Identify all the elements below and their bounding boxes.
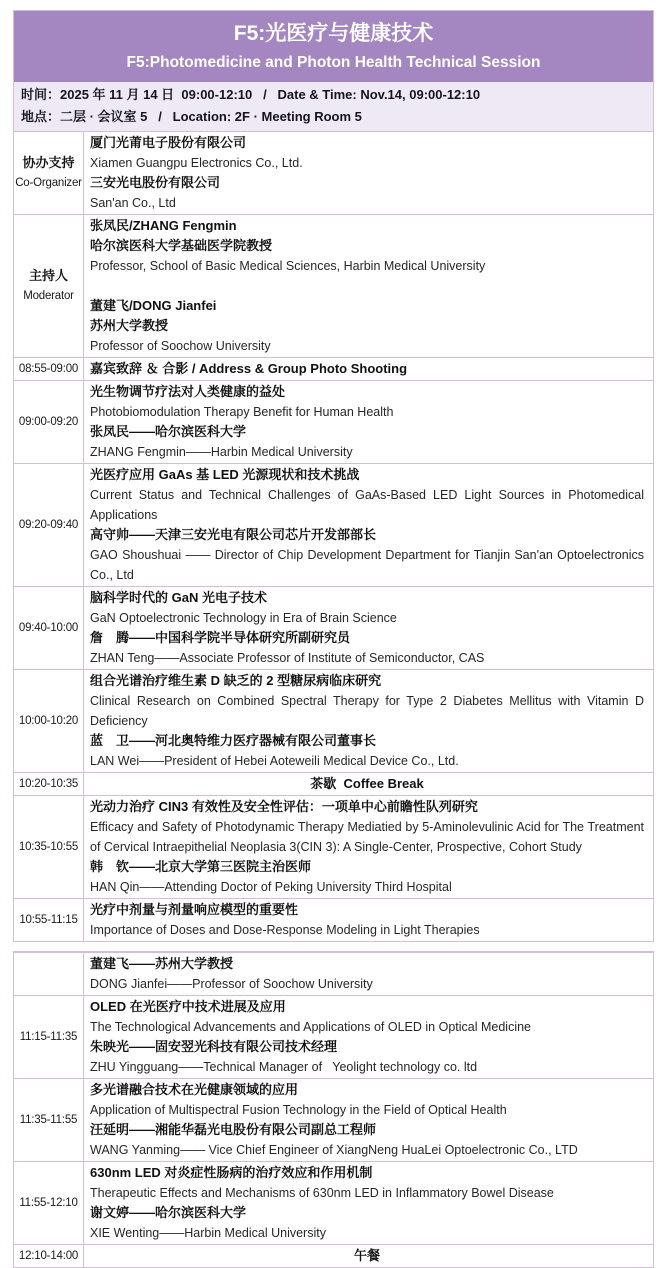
text-line: GaN Optoelectronic Technology in Era of Brain Science [90, 611, 397, 625]
time-cell [14, 953, 84, 995]
text-line-emphasis: 脑科学时代的 GaN 光电子技术 [90, 590, 267, 605]
text-line: San'an Co., Ltd [90, 196, 176, 210]
text-line: DONG Jianfei——Professor of Soochow University [90, 977, 373, 991]
time-label: 09:00-09:20 [18, 416, 79, 428]
session-title-en: F5:Photomedicine and Photon Health Technical Session [126, 54, 541, 71]
text-line: Application of Multispectral Fusion Technology in the Field of Optical Health [90, 1103, 507, 1117]
time-label: 主持人 [28, 268, 68, 283]
time-cell [14, 670, 84, 772]
schedule-row [14, 586, 653, 669]
session-content-cell [84, 953, 653, 995]
time-cell [14, 381, 84, 463]
session-location: 地点：二层 · 会议室 5 / Location: 2F · Meeting Room 5 [21, 109, 362, 124]
schedule-rows-part-2 [14, 952, 653, 1267]
session-datetime: 时间：2025 年 11 月 14 日 09:00-12:10 / Date & Time: Nov.14, 09:00-12:10 [21, 87, 481, 102]
time-cell [14, 587, 84, 669]
text-line-emphasis: 630nm LED 对炎症性肠病的治疗效应和作用机制 [90, 1165, 373, 1180]
text-line: ZHAN Teng——Associate Professor of Institute of Semiconductor, CAS [90, 651, 485, 665]
time-label: 09:20-09:40 [18, 519, 79, 531]
text-line: Professor, School of Basic Medical Sciences, Harbin Medical University [90, 259, 486, 273]
text-line-emphasis: OLED 在光医疗中技术进展及应用 [90, 999, 286, 1014]
text-line: Efficacy and Safety of Photodynamic Therapy Mediatied by 5-Aminolevulinic Acid for The Treatment of Cervical Intraepithelial Neoplasia 3(CIN 3): A Single-Center, Prospective, Cohort Study [90, 820, 644, 854]
schedule-row [14, 214, 653, 357]
session-content-cell [84, 215, 653, 357]
text-line: Therapeutic Effects and Mechanisms of 630nm LED in Inflammatory Bowel Disease [90, 1186, 554, 1200]
text-line: Photobiomodulation Therapy Benefit for Human Health [90, 405, 394, 419]
schedule-row [14, 1078, 653, 1161]
text-line: Professor of Soochow University [90, 339, 271, 353]
text-line-emphasis: 三安光电股份有限公司 [90, 175, 221, 190]
session-content-cell [84, 1245, 653, 1267]
session-table-part-1 [13, 10, 654, 942]
schedule-row [14, 952, 653, 995]
time-label: Moderator [23, 290, 74, 302]
text-line: Importance of Doses and Dose-Response Modeling in Light Therapies [90, 923, 480, 937]
session-content-cell [84, 996, 653, 1078]
text-line-emphasis: 光动力治疗 CIN3 有效性及安全性评估：一项单中心前瞻性队列研究 [90, 799, 478, 814]
session-schedule-document [13, 10, 654, 1268]
time-label: 11:35-11:55 [19, 1114, 78, 1126]
session-title-zh: F5:光医疗与健康技术 [233, 22, 434, 45]
session-header [14, 11, 653, 82]
time-label: 10:55-11:15 [19, 914, 78, 926]
text-line-emphasis: 张凤民——哈尔滨医科大学 [90, 424, 247, 439]
session-info-band [14, 82, 653, 131]
schedule-row [14, 357, 653, 380]
text-line-emphasis: 光医疗应用 GaAs 基 LED 光源现状和技术挑战 [90, 467, 360, 482]
time-cell [14, 796, 84, 898]
text-line-emphasis: 张凤民/ZHANG Fengmin [90, 218, 237, 233]
session-content-cell [84, 358, 653, 380]
session-content-cell [84, 132, 653, 214]
time-cell [14, 1079, 84, 1161]
text-line-emphasis: 汪延明——湘能华磊光电股份有限公司副总工程师 [90, 1122, 377, 1137]
time-label: 10:20-10:35 [18, 778, 79, 790]
session-content-cell [84, 381, 653, 463]
schedule-row [14, 772, 653, 795]
text-line-emphasis: 午餐 [353, 1248, 380, 1263]
schedule-rows-part-1 [14, 131, 653, 941]
text-line-emphasis: 韩 钦——北京大学第三医院主治医师 [90, 859, 312, 874]
time-label: 09:40-10:00 [18, 622, 79, 634]
text-line: LAN Wei——President of Hebei Aoteweili Medical Device Co., Ltd. [90, 754, 459, 768]
time-cell [14, 358, 84, 380]
text-line-emphasis: 谢文婷——哈尔滨医科大学 [90, 1205, 247, 1220]
text-line: Clinical Research on Combined Spectral Therapy for Type 2 Diabetes Mellitus with Vitamin D Deficiency [90, 694, 644, 728]
time-label: 08:55-09:00 [18, 363, 79, 375]
schedule-row [14, 995, 653, 1078]
session-content-cell [84, 587, 653, 669]
time-cell [14, 899, 84, 941]
schedule-row [14, 463, 653, 586]
session-content-cell [84, 899, 653, 941]
session-content-cell [84, 796, 653, 898]
schedule-row [14, 898, 653, 941]
text-line-emphasis: 董建飞——苏州大学教授 [90, 956, 234, 971]
text-line-emphasis: 光生物调节疗法对人类健康的益处 [90, 384, 286, 399]
text-line-emphasis: 董建飞/DONG Jianfei [90, 298, 217, 313]
text-line-emphasis: 蓝 卫——河北奥特维力医疗器械有限公司董事长 [90, 733, 377, 748]
time-cell [14, 464, 84, 586]
session-table-part-2 [13, 951, 654, 1268]
text-line: GAO Shoushuai —— Director of Chip Development Department for Tianjin San'an Optoelectronics Co., Ltd [90, 548, 644, 582]
text-line: The Technological Advancements and Applications of OLED in Optical Medicine [90, 1020, 531, 1034]
text-line-emphasis: 苏州大学教授 [90, 318, 169, 333]
session-content-cell [84, 1079, 653, 1161]
time-cell [14, 1245, 84, 1267]
time-label: 11:55-12:10 [19, 1197, 78, 1209]
schedule-row [14, 1161, 653, 1244]
schedule-row [14, 669, 653, 772]
session-content-cell [84, 1162, 653, 1244]
text-line-emphasis: 哈尔滨医科大学基础医学院教授 [90, 238, 273, 253]
text-line: WANG Yanming—— Vice Chief Engineer of XiangNeng HuaLei Optoelectronic Co., LTD [90, 1143, 578, 1157]
session-content-cell [84, 670, 653, 772]
text-line: ZHANG Fengmin——Harbin Medical University [90, 445, 353, 459]
time-cell [14, 1162, 84, 1244]
text-line-emphasis: 詹 腾——中国科学院半导体研究所副研究员 [90, 630, 351, 645]
time-label: 10:00-10:20 [18, 715, 79, 727]
text-line [90, 276, 644, 296]
session-content-cell [84, 773, 653, 795]
time-cell [14, 215, 84, 357]
time-label: 11:15-11:35 [19, 1031, 78, 1043]
text-line-emphasis: 光疗中剂量与剂量响应模型的重要性 [90, 902, 299, 917]
text-line: Current Status and Technical Challenges of GaAs-Based LED Light Sources in Photomedical Applications [90, 488, 644, 522]
text-line: ZHU Yingguang——Technical Manager of Yeolight technology co. ltd [90, 1060, 478, 1074]
schedule-row [14, 131, 653, 214]
text-line: XIE Wenting——Harbin Medical University [90, 1226, 326, 1240]
text-line-emphasis: 厦门光莆电子股份有限公司 [90, 135, 247, 150]
schedule-row [14, 795, 653, 898]
text-line-emphasis: 高守帅——天津三安光电有限公司芯片开发部部长 [90, 527, 377, 542]
text-line-emphasis: 嘉宾致辞 ＆ 合影 / Address & Group Photo Shooting [90, 361, 408, 376]
time-label: 协办支持 [22, 155, 75, 170]
text-line: HAN Qin——Attending Doctor of Peking University Third Hospital [90, 880, 452, 894]
time-label: 12:10-14:00 [18, 1250, 79, 1262]
time-cell [14, 996, 84, 1078]
text-line-emphasis: 多光谱融合技术在光健康领域的应用 [90, 1082, 299, 1097]
time-label: Co-Organizer [15, 177, 82, 189]
time-cell [14, 773, 84, 795]
schedule-row [14, 380, 653, 463]
text-line-emphasis: 朱映光——固安翌光科技有限公司技术经理 [90, 1039, 338, 1054]
schedule-row [14, 1244, 653, 1267]
session-content-cell [84, 464, 653, 586]
time-label: 10:35-10:55 [18, 841, 79, 853]
text-line: Xiamen Guangpu Electronics Co., Ltd. [90, 156, 303, 170]
time-cell [14, 132, 84, 214]
text-line-emphasis: 组合光谱治疗维生素 D 缺乏的 2 型糖尿病临床研究 [90, 673, 382, 688]
text-line-emphasis: 茶歇 Coffee Break [310, 776, 424, 791]
